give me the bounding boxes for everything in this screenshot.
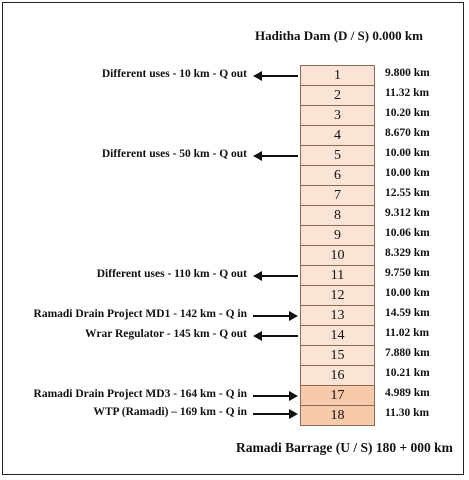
segment-12: 12 — [300, 286, 375, 306]
segment-8: 8 — [300, 206, 375, 226]
flow-label-4: Ramadi Drain Project MD1 - 142 km - Q in — [33, 308, 247, 320]
inflow-arrow-icon-6 — [253, 390, 300, 402]
segment-18: 18 — [300, 406, 375, 426]
segment-2: 2 — [300, 86, 375, 106]
segment-distance-10: 8.329 km — [385, 247, 430, 259]
segment-distance-15: 7.880 km — [385, 347, 430, 359]
segment-14: 14 — [300, 326, 375, 346]
segment-15: 15 — [300, 346, 375, 366]
inflow-arrow-icon-4 — [253, 310, 300, 322]
segment-13: 13 — [300, 306, 375, 326]
outflow-arrow-icon-3 — [253, 270, 300, 282]
flow-label-6: Ramadi Drain Project MD3 - 164 km - Q in — [33, 388, 247, 400]
segment-11: 11 — [300, 266, 375, 286]
segment-distance-13: 14.59 km — [385, 307, 430, 319]
segment-distance-6: 10.00 km — [385, 167, 430, 179]
flow-label-5: Wrar Regulator - 145 km - Q out — [85, 328, 247, 340]
segment-distance-5: 10.00 km — [385, 147, 430, 159]
downstream-label: Ramadi Barrage (U / S) 180 + 000 km — [236, 440, 453, 455]
segment-distance-11: 9.750 km — [385, 267, 430, 279]
flow-label-7: WTP (Ramadi) – 169 km - Q in — [93, 406, 247, 418]
segment-distance-17: 4.989 km — [385, 387, 430, 399]
segment-distance-9: 10.06 km — [385, 227, 430, 239]
outflow-arrow-icon-5 — [253, 330, 300, 342]
segment-distance-4: 8.670 km — [385, 127, 430, 139]
flow-label-3: Different uses - 110 km - Q out — [96, 268, 247, 280]
flow-label-1: Different uses - 10 km - Q out — [101, 68, 247, 80]
segment-5: 5 — [300, 146, 375, 166]
segment-4: 4 — [300, 126, 375, 146]
segment-9: 9 — [300, 226, 375, 246]
inflow-arrow-icon-7 — [253, 408, 300, 420]
flow-label-2: Different uses - 50 km - Q out — [101, 148, 247, 160]
upstream-label: Haditha Dam (D / S) 0.000 km — [255, 28, 423, 43]
segment-6: 6 — [300, 166, 375, 186]
segment-distance-14: 11.02 km — [385, 327, 430, 339]
outflow-arrow-icon-1 — [253, 70, 300, 82]
segment-distance-16: 10.21 km — [385, 367, 430, 379]
segment-distance-7: 12.55 km — [385, 187, 430, 199]
outflow-arrow-icon-2 — [253, 150, 300, 162]
segment-16: 16 — [300, 366, 375, 386]
segment-7: 7 — [300, 186, 375, 206]
segment-distance-12: 10.00 km — [385, 287, 430, 299]
segment-distance-1: 9.800 km — [385, 67, 430, 79]
segment-distance-8: 9.312 km — [385, 207, 430, 219]
segment-distance-3: 10.20 km — [385, 107, 430, 119]
segment-3: 3 — [300, 106, 375, 126]
river-segment-column — [300, 65, 375, 426]
segment-10: 10 — [300, 246, 375, 266]
segment-17: 17 — [300, 386, 375, 406]
segment-1: 1 — [300, 65, 375, 86]
segment-distance-2: 11.32 km — [385, 87, 430, 99]
segment-distance-18: 11.30 km — [385, 407, 430, 419]
